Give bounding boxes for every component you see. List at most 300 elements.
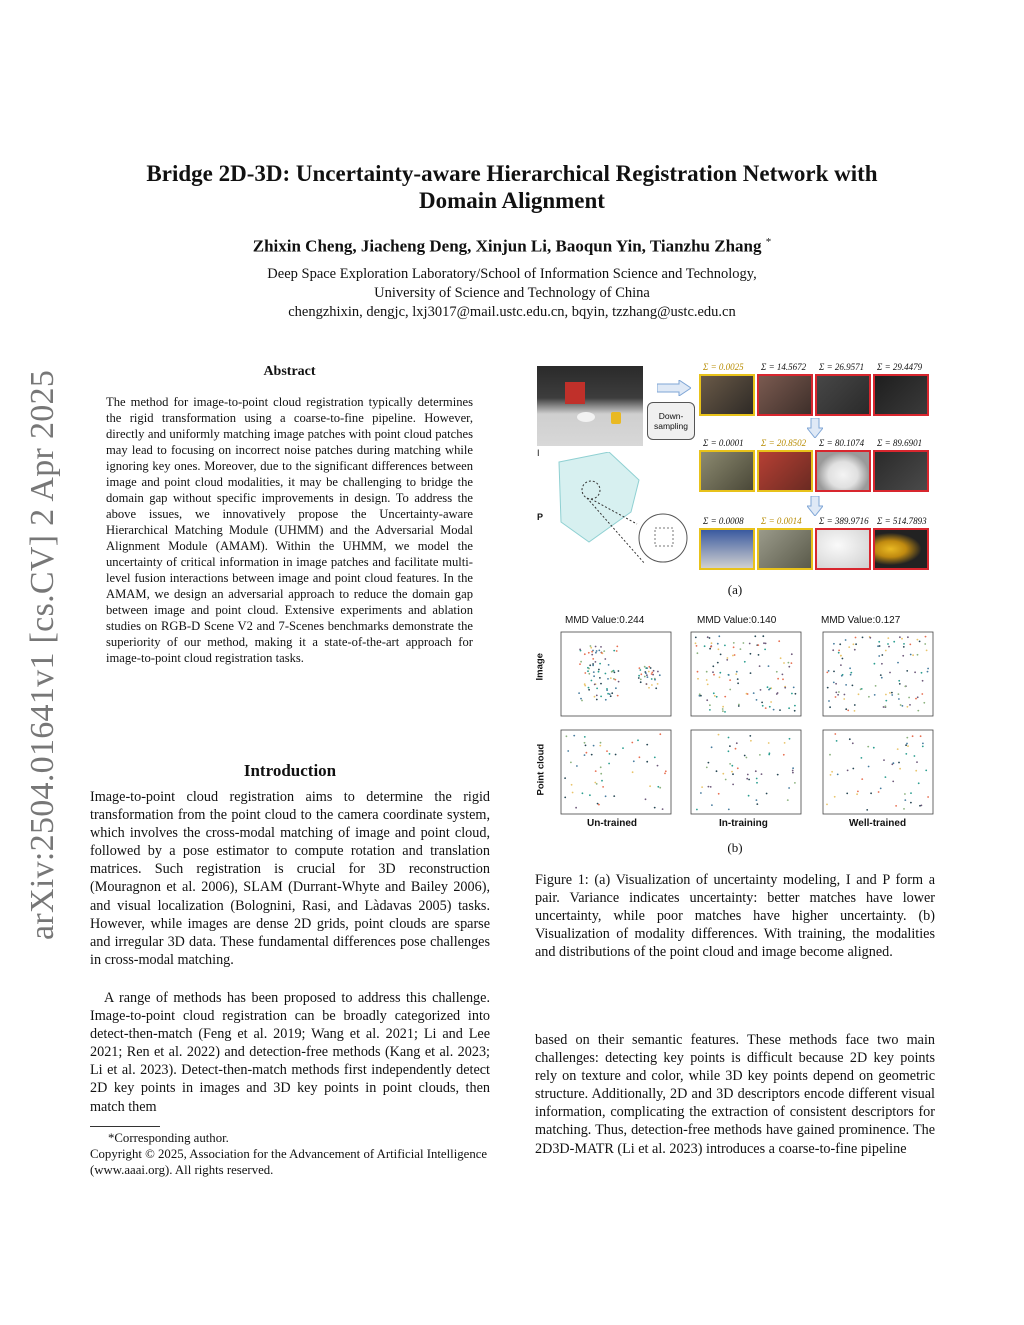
scatter-point xyxy=(836,740,838,742)
scatter-point xyxy=(596,783,598,785)
scatter-point xyxy=(647,676,649,678)
scatter-point xyxy=(763,642,765,644)
scatter-point xyxy=(732,655,734,657)
scatter-point xyxy=(862,637,864,639)
scatter-point xyxy=(618,681,620,683)
abstract-heading: Abstract xyxy=(263,364,316,379)
scatter-point xyxy=(845,639,847,641)
scatter-point xyxy=(840,664,842,666)
scatter-point xyxy=(905,744,907,746)
scatter-point xyxy=(915,698,917,700)
patch-thumbnail xyxy=(699,450,755,492)
scatter-point xyxy=(880,674,882,676)
scatter-point xyxy=(837,774,839,776)
scatter-point xyxy=(921,672,923,674)
scatter-point xyxy=(722,706,724,708)
scatter-point xyxy=(632,771,634,773)
scatter-point xyxy=(714,695,716,697)
scatter-point xyxy=(710,786,712,788)
scatter-point xyxy=(903,643,905,645)
scatter-point xyxy=(903,808,905,810)
scatter-point xyxy=(584,672,586,674)
scatter-point xyxy=(899,683,901,685)
footnote-rule xyxy=(90,1126,160,1127)
scatter-point xyxy=(639,667,641,669)
patch-thumbnail xyxy=(757,528,813,570)
scatter-point xyxy=(767,686,769,688)
scatter-point xyxy=(617,695,619,697)
scatter-point xyxy=(606,688,608,690)
scatter-point xyxy=(917,710,919,712)
scatter-point xyxy=(762,705,764,707)
scatter-point xyxy=(728,674,730,676)
arrow-right-icon xyxy=(657,380,691,396)
scatter-point xyxy=(729,745,731,747)
scatter-point xyxy=(904,793,906,795)
scatter-point xyxy=(598,671,600,673)
scatter-point xyxy=(855,637,857,639)
scatter-point xyxy=(868,766,870,768)
scatter-point xyxy=(587,670,589,672)
scatter-point xyxy=(779,709,781,711)
abstract-text: The method for image-to-point cloud registration typically determines the rigid transformation using a coarse-to-fine pipeline. However, directly and uniformly matching image patches with point cloud patches may lead to focusing on incorrect noise patches during matching while ignoring key ones. Moreover, due to the significant differences between image and point cloud modalities, it may be challenging to bridge the domain gap without specific improvements in design. To address the above issues, we innovatively propose the Uncertainty-aware Hierarchical Matching Module (UHMM) and the Adversarial Modal Alignment Module (AMAM). Within the UHMM, we model the uncertainty of critical information in image patches and facilitate multi-level fusion interactions between image and point cloud features. In the AMAM, we design an adversarial approach to reduce the domain gap between image and point cloud. Extensive experiments and ablation studies on RGB-D Scene V2 and 7-Scenes benchmarks demonstrate the superiority of our method, making it a state-of-the-art approach for image-to-point cloud registration tasks. xyxy=(106,395,473,665)
scatter-point xyxy=(892,781,894,783)
scatter-point xyxy=(885,776,887,778)
scatter-point xyxy=(610,677,612,679)
scatter-point xyxy=(857,791,859,793)
scatter-point xyxy=(769,688,771,690)
scatter-point xyxy=(861,757,863,759)
scatter-point xyxy=(664,773,666,775)
author-mark: * xyxy=(765,236,772,248)
scatter-point xyxy=(719,672,721,674)
scatter-point xyxy=(644,666,646,668)
scatter-point xyxy=(738,705,740,707)
scatter-point xyxy=(860,688,862,690)
scatter-point xyxy=(601,652,603,654)
scatter-point xyxy=(828,670,830,672)
title-line-2: Domain Alignment xyxy=(419,188,605,213)
scatter-point xyxy=(580,698,582,700)
col-label-welltrained: Well-trained xyxy=(849,818,907,829)
scatter-point xyxy=(654,679,656,681)
scatter-point xyxy=(924,643,926,645)
patch-thumbnail xyxy=(757,374,813,416)
scatter-point xyxy=(835,692,837,694)
scatter-point xyxy=(792,772,794,774)
scatter-point xyxy=(711,642,713,644)
scatter-point xyxy=(727,657,729,659)
scatter-point xyxy=(657,671,659,673)
scatter-panel xyxy=(691,632,801,716)
scatter-point xyxy=(599,745,601,747)
scatter-point xyxy=(631,742,633,744)
scatter-point xyxy=(842,658,844,660)
scatter-point xyxy=(794,782,796,784)
scatter-point xyxy=(889,692,891,694)
scatter-point xyxy=(650,667,652,669)
scatter-point xyxy=(718,734,720,736)
scatter-point xyxy=(639,756,641,758)
scatter-point xyxy=(646,683,648,685)
scatter-point xyxy=(646,744,648,746)
scatter-point xyxy=(731,771,733,773)
scatter-point xyxy=(646,761,648,763)
scatter-point xyxy=(711,804,713,806)
scatter-point xyxy=(768,742,770,744)
scatter-point xyxy=(596,699,598,701)
scatter-point xyxy=(899,768,901,770)
scatter-point xyxy=(835,696,837,698)
scatter-point xyxy=(579,663,581,665)
scatter-point xyxy=(907,706,909,708)
scatter-point xyxy=(887,637,889,639)
scene-image xyxy=(537,366,643,446)
scatter-point xyxy=(897,662,899,664)
bowl-shape xyxy=(577,412,595,422)
scatter-point xyxy=(787,799,789,801)
scatter-point xyxy=(919,641,921,643)
scatter-point xyxy=(829,706,831,708)
authors-text: Zhixin Cheng, Jiacheng Deng, Xinjun Li, Baoqun Yin, Tianzhu Zhang xyxy=(252,236,762,256)
scatter-point xyxy=(614,672,616,674)
scatter-point xyxy=(609,753,611,755)
scatter-point xyxy=(605,673,607,675)
scatter-point xyxy=(747,693,749,695)
scatter-point xyxy=(615,687,617,689)
scatter-point xyxy=(795,693,797,695)
patch-thumbnail xyxy=(757,450,813,492)
scatter-point xyxy=(709,704,711,706)
scatter-point xyxy=(923,702,925,704)
scatter-point xyxy=(909,644,911,646)
scatter-point xyxy=(587,667,589,669)
scatter-point xyxy=(784,742,786,744)
scatter-point xyxy=(716,696,718,698)
scatter-panel xyxy=(823,730,933,814)
scatter-point xyxy=(897,748,899,750)
scatter-point xyxy=(602,786,604,788)
scatter-point xyxy=(584,653,586,655)
affil-line-3: chengzhixin, dengjc, lxj3017@mail.ustc.edu.cn, bqyin, tzzhang@ustc.edu.cn xyxy=(288,304,736,320)
scatter-point xyxy=(607,678,609,680)
footnote-copyright: Copyright © 2025, Association for the Advancement of Artificial Intelligence (www.aaai.org). All rights reserved. xyxy=(90,1147,488,1177)
scatter-point xyxy=(724,711,726,713)
scatter-point xyxy=(725,779,727,781)
scatter-point xyxy=(717,643,719,645)
scatter-point xyxy=(734,654,736,656)
scatter-point xyxy=(571,784,573,786)
scatter-point xyxy=(905,753,907,755)
scatter-point xyxy=(613,795,615,797)
scatter-point xyxy=(927,671,929,673)
scatter-point xyxy=(746,778,748,780)
scatter-point xyxy=(883,706,885,708)
scatter-point xyxy=(749,735,751,737)
scatter-point xyxy=(916,761,918,763)
scatter-point xyxy=(716,770,718,772)
scatter-point xyxy=(925,636,927,638)
scatter-point xyxy=(922,743,924,745)
scatter-point xyxy=(833,682,835,684)
scatter-point xyxy=(902,655,904,657)
scatter-point xyxy=(706,767,708,769)
scatter-point xyxy=(640,673,642,675)
scatter-point xyxy=(613,670,615,672)
scatter-point xyxy=(898,680,900,682)
scatter-point xyxy=(611,692,613,694)
scatter-point xyxy=(722,773,724,775)
point-cloud-region xyxy=(559,452,639,542)
scatter-point xyxy=(590,645,592,647)
scatter-point xyxy=(855,643,857,645)
scatter-point xyxy=(653,670,655,672)
scatter-point xyxy=(729,763,731,765)
scatter-point xyxy=(585,745,587,747)
sigma-label: Σ = 26.9571 xyxy=(819,362,865,372)
scatter-point xyxy=(645,667,647,669)
scatter-point xyxy=(733,642,735,644)
sigma-label: Σ = 0.0008 xyxy=(703,516,744,526)
scatter-point xyxy=(761,773,763,775)
scatter-point xyxy=(875,685,877,687)
scatter-point xyxy=(757,644,759,646)
intro-paragraph-2: A range of methods has been proposed to address this challenge. Image-to-point cloud registration can be broadly categorized into detect-then-match (Feng et al. 2019; Wang et al. 2021; Li and Lee 2021; Ren et al. 2022) and detection-free methods (Kang et al. 2023; Li et al. 2023). Detect-then-match methods first independently detect 2D key points in images and 3D key points in point clouds, then match them xyxy=(90,990,490,1115)
scatter-point xyxy=(748,779,750,781)
scatter-point xyxy=(707,684,709,686)
scatter-point xyxy=(920,735,922,737)
scatter-point xyxy=(604,658,606,660)
scatter-point xyxy=(600,696,602,698)
scatter-point xyxy=(595,770,597,772)
scatter-point xyxy=(762,635,764,637)
scatter-point xyxy=(854,710,856,712)
scatter-point xyxy=(614,679,616,681)
scatter-point xyxy=(852,768,854,770)
scatter-point xyxy=(564,797,566,799)
scatter-point xyxy=(746,757,748,759)
patch-thumbnail xyxy=(815,528,871,570)
scatter-point xyxy=(598,650,600,652)
scatter-point xyxy=(828,700,830,702)
scatter-point xyxy=(706,679,708,681)
sigma-label: Σ = 0.0001 xyxy=(703,438,744,448)
scatter-point xyxy=(710,646,712,648)
scatter-point xyxy=(880,788,882,790)
scatter-point xyxy=(657,786,659,788)
scatter-point xyxy=(648,687,650,689)
scatter-point xyxy=(750,740,752,742)
scatter-point xyxy=(788,662,790,664)
scatter-point xyxy=(780,657,782,659)
scatter-point xyxy=(756,778,758,780)
scatter-point xyxy=(773,709,775,711)
intro-paragraph-1: Image-to-point cloud registration aims to determine the rigid transformation from the point cloud to the camera coordinate system, which involves the cross-modal matching of image and point cloud, followed by a pose estimator to compute rotation and translation matrices. Such registration is crucial for 3D reconstruction (Mouragnon et al. 2006), SLAM (Durrant-Whyte and Bailey 2006), and visual localization (Bolognini, Rasi, and Làdavas 2005) tasks. However, while images are dense 2D grids, point clouds are sparse and irregular 3D data. These fundamental differences pose challenges in cross-modal matching. xyxy=(90,789,490,968)
scatter-point xyxy=(709,709,711,711)
scatter-point xyxy=(791,653,793,655)
affil-line-2: University of Science and Technology of China xyxy=(374,285,650,301)
arrow-down-icon xyxy=(807,496,823,516)
scatter-point xyxy=(768,754,770,756)
scatter-point xyxy=(830,774,832,776)
scatter-point xyxy=(794,710,796,712)
scatter-point xyxy=(777,774,779,776)
scatter-point xyxy=(595,661,597,663)
scatter-point xyxy=(891,694,893,696)
scatter-point xyxy=(891,692,893,694)
scatter-point xyxy=(638,677,640,679)
patch-thumbnail xyxy=(815,374,871,416)
scatter-point xyxy=(888,646,890,648)
scatter-point xyxy=(843,698,845,700)
scatter-point xyxy=(743,642,745,644)
author-list xyxy=(100,236,924,257)
scatter-point xyxy=(794,705,796,707)
scatter-point xyxy=(744,661,746,663)
scatter-point xyxy=(917,639,919,641)
scatter-point xyxy=(910,654,912,656)
scatter-point xyxy=(903,646,905,648)
scatter-point xyxy=(731,765,733,767)
scatter-point xyxy=(922,746,924,748)
scatter-point xyxy=(696,809,698,811)
scatter-point xyxy=(717,662,719,664)
scatter-point xyxy=(584,754,586,756)
scatter-point xyxy=(659,787,661,789)
scatter-point xyxy=(599,663,601,665)
scatter-point xyxy=(898,693,900,695)
scatter-point xyxy=(921,805,923,807)
scatter-point xyxy=(861,778,863,780)
scatter-point xyxy=(729,689,731,691)
scatter-point xyxy=(927,668,929,670)
scatter-point xyxy=(885,694,887,696)
scatter-point xyxy=(579,649,581,651)
scatter-point xyxy=(726,659,728,661)
scatter-point xyxy=(881,677,883,679)
scatter-point xyxy=(581,700,583,702)
scatter-point xyxy=(708,786,710,788)
scatter-point xyxy=(740,648,742,650)
scatter-point xyxy=(576,765,578,767)
scatter-point xyxy=(755,770,757,772)
scatter-point xyxy=(858,693,860,695)
scatter-point xyxy=(697,678,699,680)
scatter-point xyxy=(593,671,595,673)
scatter-point xyxy=(921,693,923,695)
scatter-point xyxy=(652,674,654,676)
scatter-point xyxy=(706,671,708,673)
sigma-label: Σ = 514.7893 xyxy=(877,516,927,526)
scatter-point xyxy=(869,637,871,639)
col-label-untrained: Un-trained xyxy=(587,818,637,829)
scatter-point xyxy=(908,697,910,699)
subfigure-a-label: (a) xyxy=(727,582,743,597)
arrow-down-icon xyxy=(807,418,823,438)
scatter-point xyxy=(783,662,785,664)
scatter-point xyxy=(732,773,734,775)
scatter-point xyxy=(764,649,766,651)
scatter-point xyxy=(835,683,837,685)
scatter-point xyxy=(608,664,610,666)
scatter-panel xyxy=(561,632,671,716)
scatter-point xyxy=(615,754,617,756)
scatter-point xyxy=(584,683,586,685)
scatter-point xyxy=(596,695,598,697)
footnote-corresponding: *Corresponding author. xyxy=(108,1131,229,1145)
scatter-point xyxy=(722,710,724,712)
scatter-point xyxy=(645,672,647,674)
scatter-point xyxy=(591,680,593,682)
scatter-point xyxy=(584,736,586,738)
scatter-point xyxy=(917,696,919,698)
scatter-point xyxy=(600,773,602,775)
figure-1b xyxy=(535,612,935,862)
scatter-point xyxy=(733,646,735,648)
scatter-point xyxy=(901,638,903,640)
scatter-point xyxy=(712,665,714,667)
scatter-point xyxy=(736,742,738,744)
scatter-point xyxy=(878,641,880,643)
scatter-point xyxy=(608,763,610,765)
subfigure-b-label: (b) xyxy=(727,840,743,855)
sigma-label: Σ = 80.1074 xyxy=(819,438,865,448)
scatter-point xyxy=(849,738,851,740)
scatter-point xyxy=(737,767,739,769)
introduction-heading: Introduction xyxy=(243,761,337,780)
scatter-point xyxy=(607,693,609,695)
scatter-point xyxy=(893,641,895,643)
scatter-point xyxy=(853,643,855,645)
scatter-point xyxy=(910,802,912,804)
scatter-point xyxy=(708,762,710,764)
scatter-point xyxy=(616,650,618,652)
scatter-point xyxy=(839,643,841,645)
scatter-point xyxy=(639,669,641,671)
scatter-point xyxy=(657,683,659,685)
scatter-point xyxy=(867,746,869,748)
scatter-point xyxy=(873,747,875,749)
scatter-point xyxy=(887,643,889,645)
scatter-point xyxy=(834,733,836,735)
scatter-point xyxy=(594,684,596,686)
mmd-title-untrained: MMD Value:0.244 xyxy=(565,615,645,626)
scatter-point xyxy=(907,745,909,747)
scatter-point xyxy=(732,784,734,786)
scatter-point xyxy=(616,646,618,648)
scatter-point xyxy=(747,774,749,776)
scatter-point xyxy=(770,701,772,703)
scatter-point xyxy=(788,707,790,709)
sigma-label: Σ = 0.0014 xyxy=(761,516,802,526)
scatter-point xyxy=(885,705,887,707)
scatter-point xyxy=(914,755,916,757)
arxiv-id: arXiv:2504.01641v1 [cs.CV] 2 Apr 2025 xyxy=(24,369,61,940)
row-label-image: Image xyxy=(534,653,546,681)
scatter-point xyxy=(633,760,635,762)
scatter-point xyxy=(759,665,761,667)
scatter-point xyxy=(904,686,906,688)
scatter-point xyxy=(791,693,793,695)
scatter-point xyxy=(834,796,836,798)
col-label-intraining: In-training xyxy=(719,818,768,829)
scatter-point xyxy=(776,693,778,695)
sigma-label: Σ = 389.9716 xyxy=(819,516,869,526)
scatter-point xyxy=(845,684,847,686)
scatter-point xyxy=(646,674,648,676)
scatter-point xyxy=(696,645,698,647)
figure-caption: Figure 1: (a) Visualization of uncertainty modeling, I and P form a pair. Variance indicates uncertainty: better matches have lower uncertainty, while poor matches have higher uncertainty. (b) Visualization of modality differences. With training, the modalities and distributions of the point cloud and image become aligned. xyxy=(535,872,935,961)
